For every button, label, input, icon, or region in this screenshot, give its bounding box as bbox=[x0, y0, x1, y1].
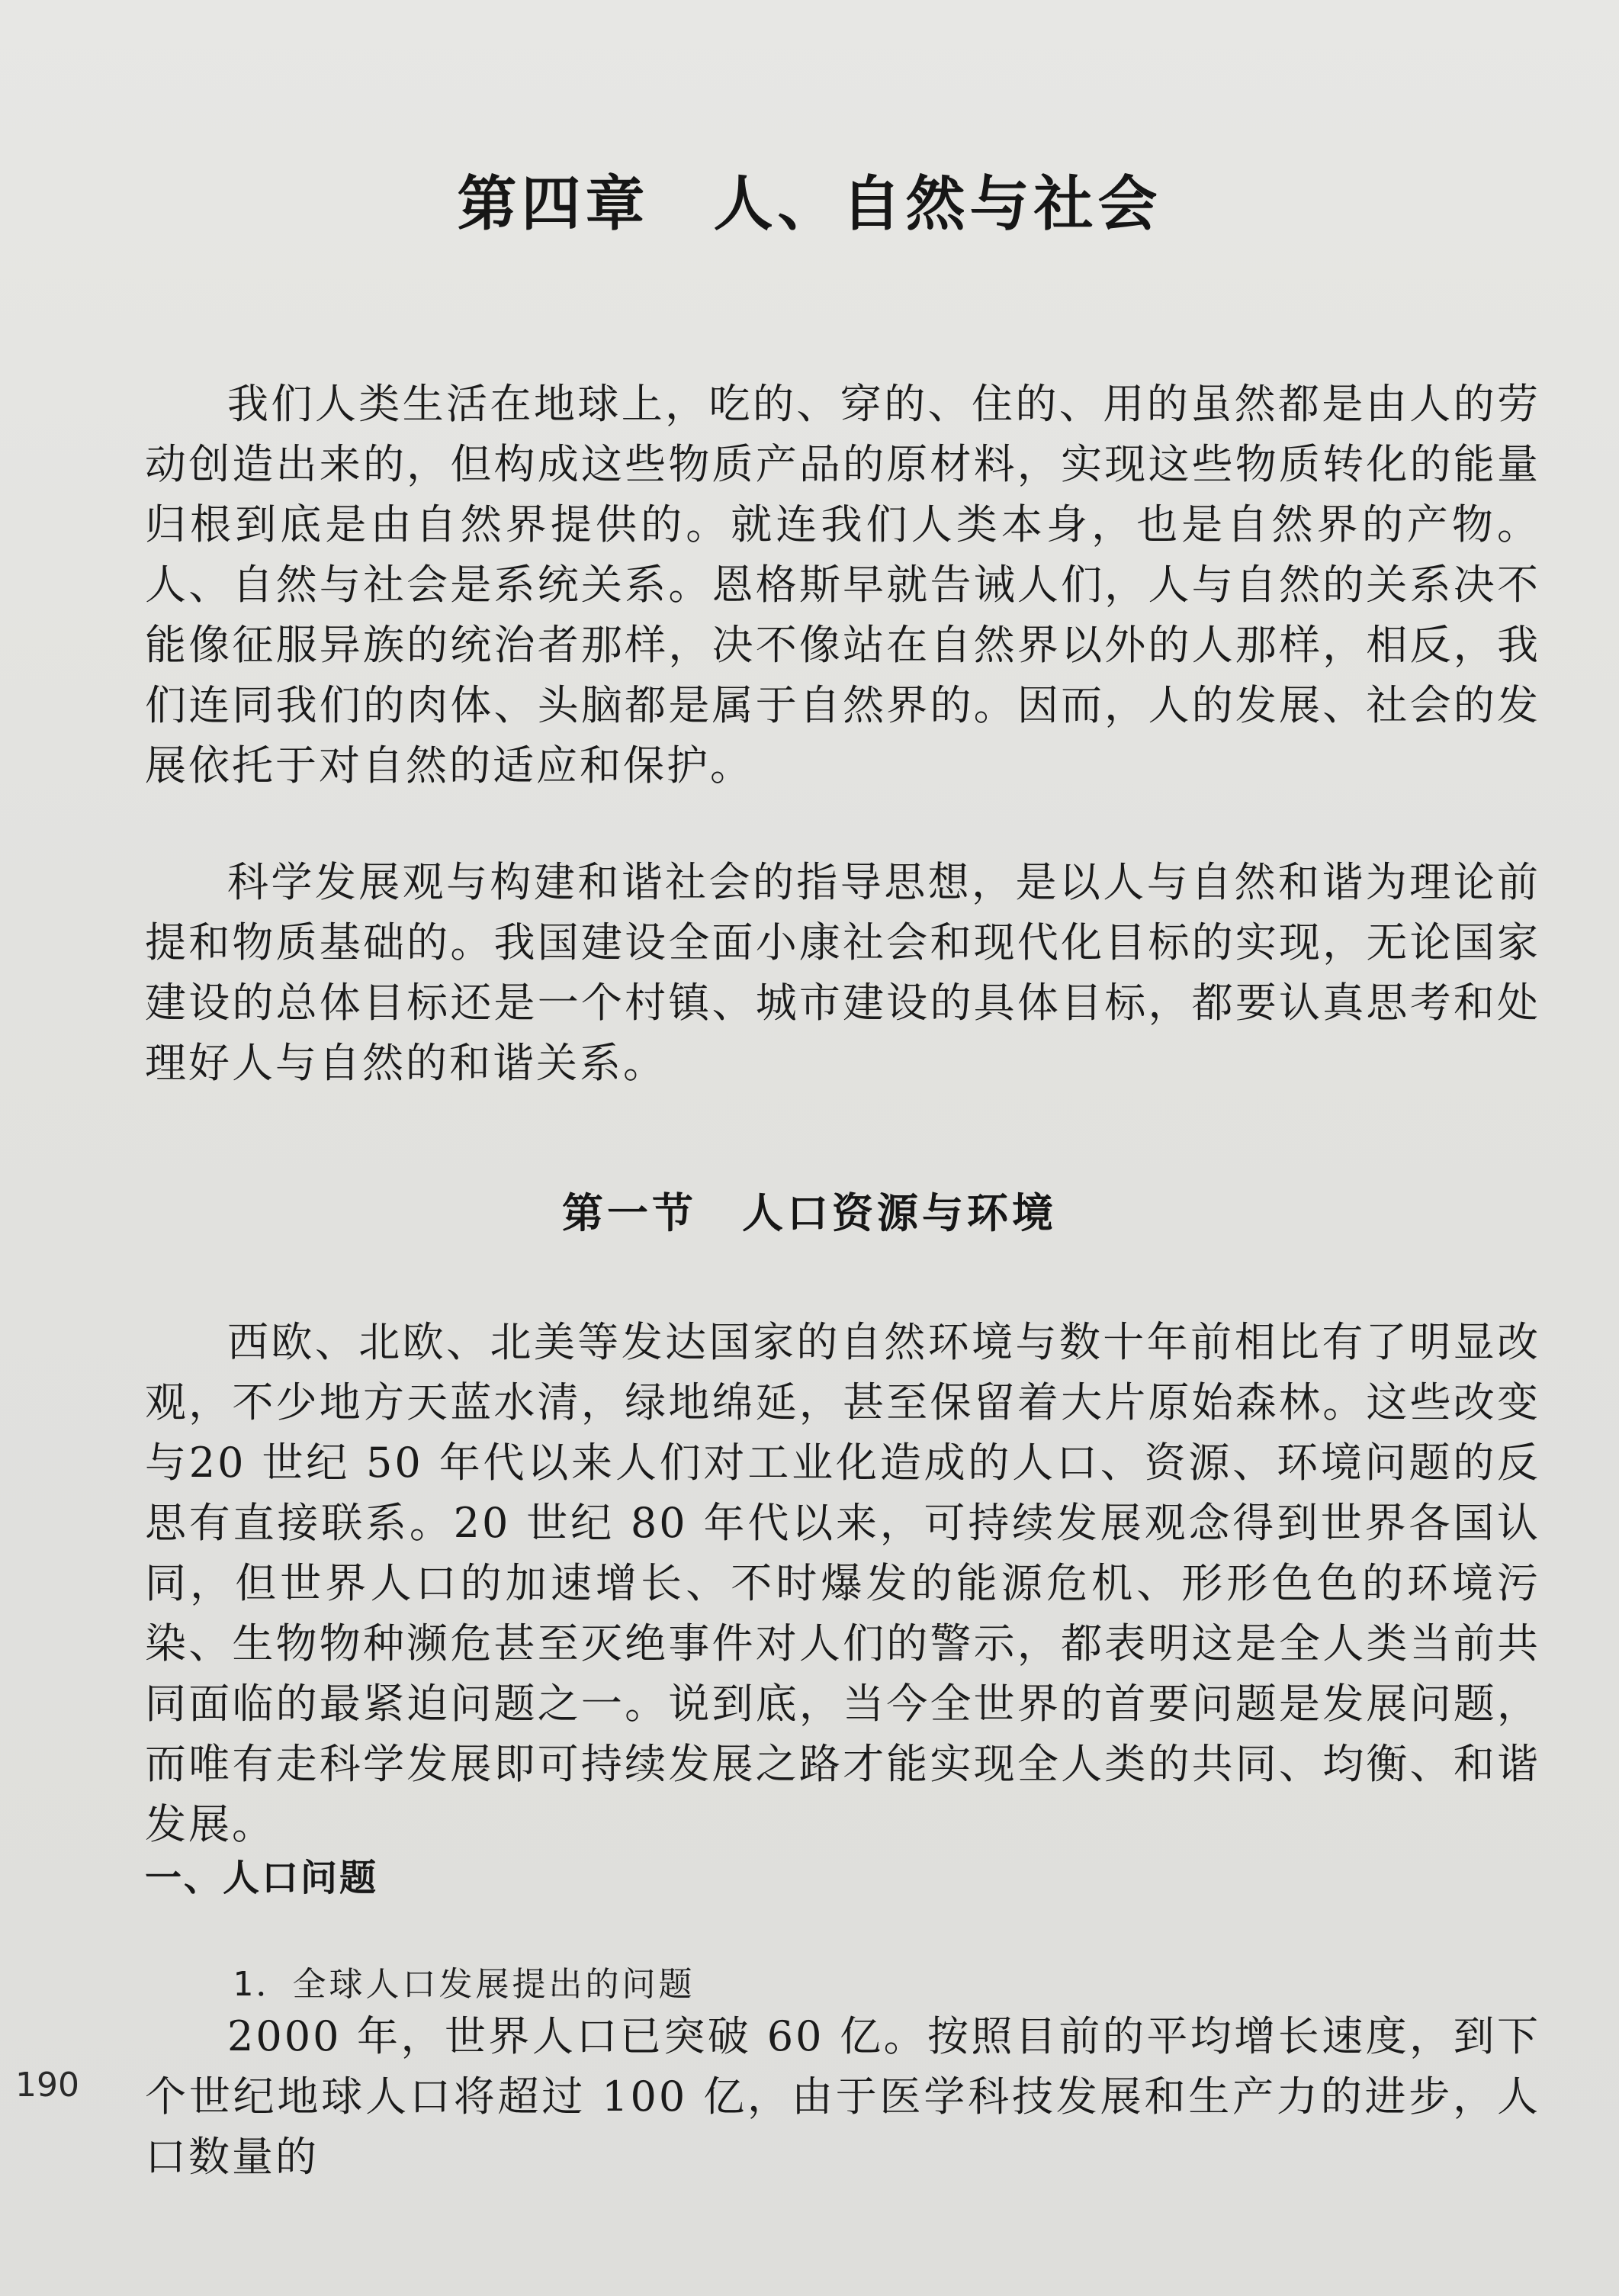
page-number: 190 bbox=[15, 2066, 79, 2105]
sub-subheading: 1．全球人口发展提出的问题 bbox=[233, 1965, 695, 2004]
body-paragraph: 我们人类生活在地球上，吃的、穿的、住的、用的虽然都是由人的劳动创造出来的，但构成这些物质产品的原材料，实现这些物质转化的能量归根到底是由自然界提供的。就连我们人类本身，也是自然界的产物。人、自然与社会是系统关系。恩格斯早就告诫人们，人与自然的关系决不能像征服异族的统治者那样，决不像站在自然界以外的人那样，相反，我们连同我们的肉体、头脑都是属于自然界的。因而，人的发展、社会的发展依托于对自然的适应和保护。 bbox=[145, 380, 1540, 789]
body-paragraph: 2000 年，世界人口已突破 60 亿。按照目前的平均增长速度，到下个世纪地球人口将超过 100 亿，由于医学科技发展和生产力的进步，人口数量的 bbox=[145, 2012, 1540, 2181]
body-paragraph: 科学发展观与构建和谐社会的指导思想，是以人与自然和谐为理论前提和物质基础的。我国建设全面小康社会和现代化目标的实现，无论国家建设的总体目标还是一个村镇、城市建设的具体目标，都要认真思考和处理好人与自然的和谐关系。 bbox=[145, 858, 1540, 1087]
subheading: 一、人口问题 bbox=[145, 1857, 379, 1899]
chapter-title: 第四章 人、自然与社会 bbox=[457, 169, 1162, 239]
body-paragraph: 西欧、北欧、北美等发达国家的自然环境与数十年前相比有了明显改观，不少地方天蓝水清，绿地绵延，甚至保留着大片原始森林。这些改变与20 世纪 50 年代以来人们对工业化造成的人口、资源、环境问题的反思有直接联系。20 世纪 80 年代以来，可持续发展观念得到世界各国认同，但世界人口的加速增长、不时爆发的能源危机、形形色色的环境污染、生物物种濒危甚至灭绝事件对人们的警示，都表明这是全人类当前共同面临的最紧迫问题之一。说到底，当今全世界的首要问题是发展问题，而唯有走科学发展即可持续发展之路才能实现全人类的共同、均衡、和谐发展。 bbox=[145, 1318, 1540, 1848]
section-title: 第一节 人口资源与环境 bbox=[562, 1189, 1057, 1237]
